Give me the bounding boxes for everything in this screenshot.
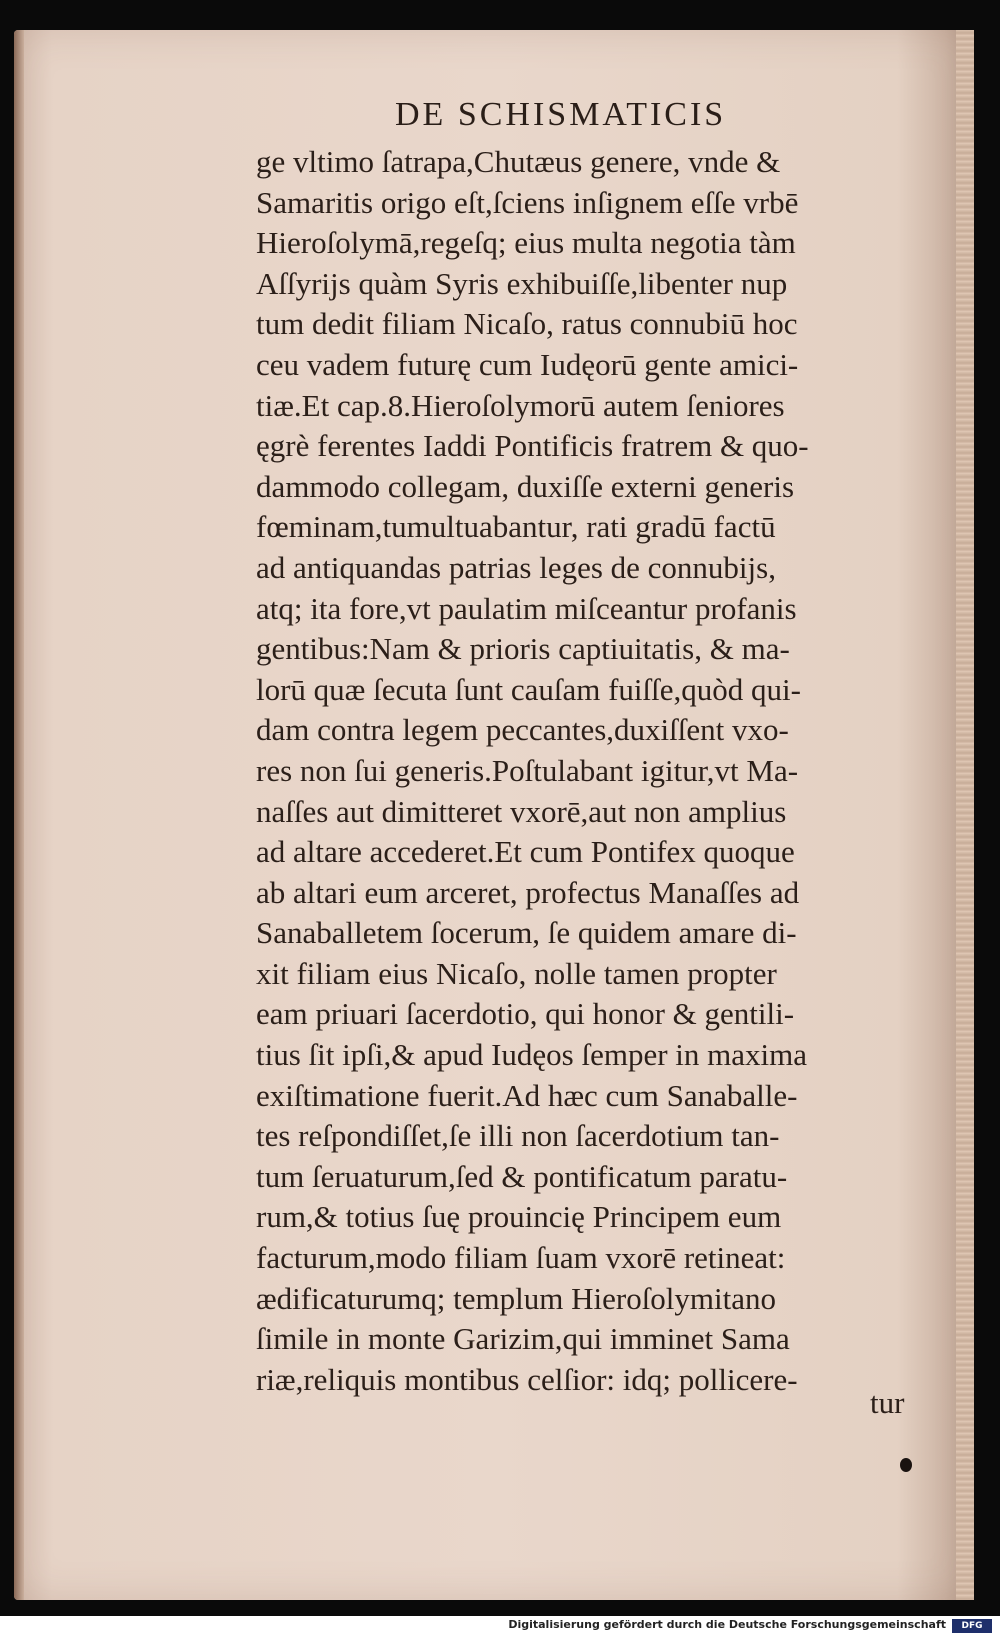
catchword: tur	[870, 1385, 905, 1420]
text-line: tius ſit ipſi,& apud Iudęos ſemper in maxima	[256, 1037, 808, 1073]
text-line: ad altare accederet.Et cum Pontifex quoque	[256, 834, 795, 870]
text-line: Hieroſolymā,regeſq; eius multa negotia tàm	[256, 225, 796, 261]
text-line: Samaritis origo eſt,ſciens inſignem eſſe vrbē	[256, 184, 799, 220]
text-line: dam contra legem peccantes,duxiſſent vxo-	[256, 712, 789, 748]
footer-bar	[0, 1616, 1000, 1636]
text-line: ęgrè ferentes Iaddi Pontificis fratrem & quo-	[256, 428, 809, 464]
text-line: exiſtimatione fuerit.Ad hæc cum Sanaballe-	[256, 1077, 798, 1113]
text-line: xit filiam eius Nicaſo, nolle tamen propter	[256, 955, 777, 991]
text-line: res non ſui generis.Poſtulabant igitur,vt Ma-	[256, 752, 799, 788]
text-line: riæ,reliquis montibus celſior: idq; pollicere-	[256, 1361, 798, 1397]
text-line: gentibus:Nam & prioris captiuitatis, & ma-	[256, 631, 790, 667]
text-line: tes reſpondiſſet,ſe illi non ſacerdotium tan-	[256, 1118, 780, 1154]
text-line: tum ſeruaturum,ſed & pontificatum paratu-	[256, 1158, 788, 1194]
text-line: Aſſyrijs quàm Syris exhibuiſſe,libenter nup	[256, 265, 788, 301]
text-line: naſſes aut dimitteret vxorē,aut non amplius	[256, 793, 787, 829]
text-line: atq; ita fore,vt paulatim miſceantur profanis	[256, 590, 797, 626]
text-line: ge vltimo ſatrapa,Chutæus genere, vnde &	[256, 144, 781, 179]
dfg-logo: DFG	[952, 1619, 992, 1633]
text-line: fœminam,tumultuabantur, rati gradū factū	[256, 509, 776, 545]
page-fore-edge	[956, 30, 974, 1600]
running-head: DE SCHISMATICIS	[395, 96, 727, 133]
ink-spot	[900, 1458, 912, 1472]
text-line: tiæ.Et cap.8.Hieroſolymorū autem ſeniores	[256, 387, 785, 423]
text-line: rum,& totius ſuę prouincię Principem eum	[256, 1199, 782, 1235]
text-line: ſimile in monte Garizim,qui imminet Sama	[256, 1321, 790, 1357]
body-text	[256, 142, 936, 1400]
text-line: Sanaballetem ſocerum, ſe quidem amare di-	[256, 915, 797, 951]
text-line: eam priuari ſacerdotio, qui honor & gentili-	[256, 996, 795, 1032]
text-line: facturum,modo filiam ſuam vxorē retineat:	[256, 1240, 786, 1276]
text-line: ceu vadem futurę cum Iudęorū gente amici-	[256, 346, 799, 382]
text-line: dammodo collegam, duxiſſe externi generis	[256, 468, 795, 504]
text-line: lorū quæ ſecuta ſunt cauſam fuiſſe,quòd qui-	[256, 671, 801, 707]
text-line: tum dedit filiam Nicaſo, ratus connubiū hoc	[256, 306, 798, 342]
text-line: ad antiquandas patrias leges de connubijs,	[256, 549, 776, 585]
funding-credit: Digitalisierung gefördert durch die Deutsche Forschungsgemeinschaft	[508, 1618, 946, 1631]
text-line: ab altari eum arceret, profectus Manaſſes ad	[256, 874, 800, 910]
page-gutter-edge	[14, 30, 24, 1600]
text-line: ædificaturumq; templum Hieroſolymitano	[256, 1280, 777, 1316]
